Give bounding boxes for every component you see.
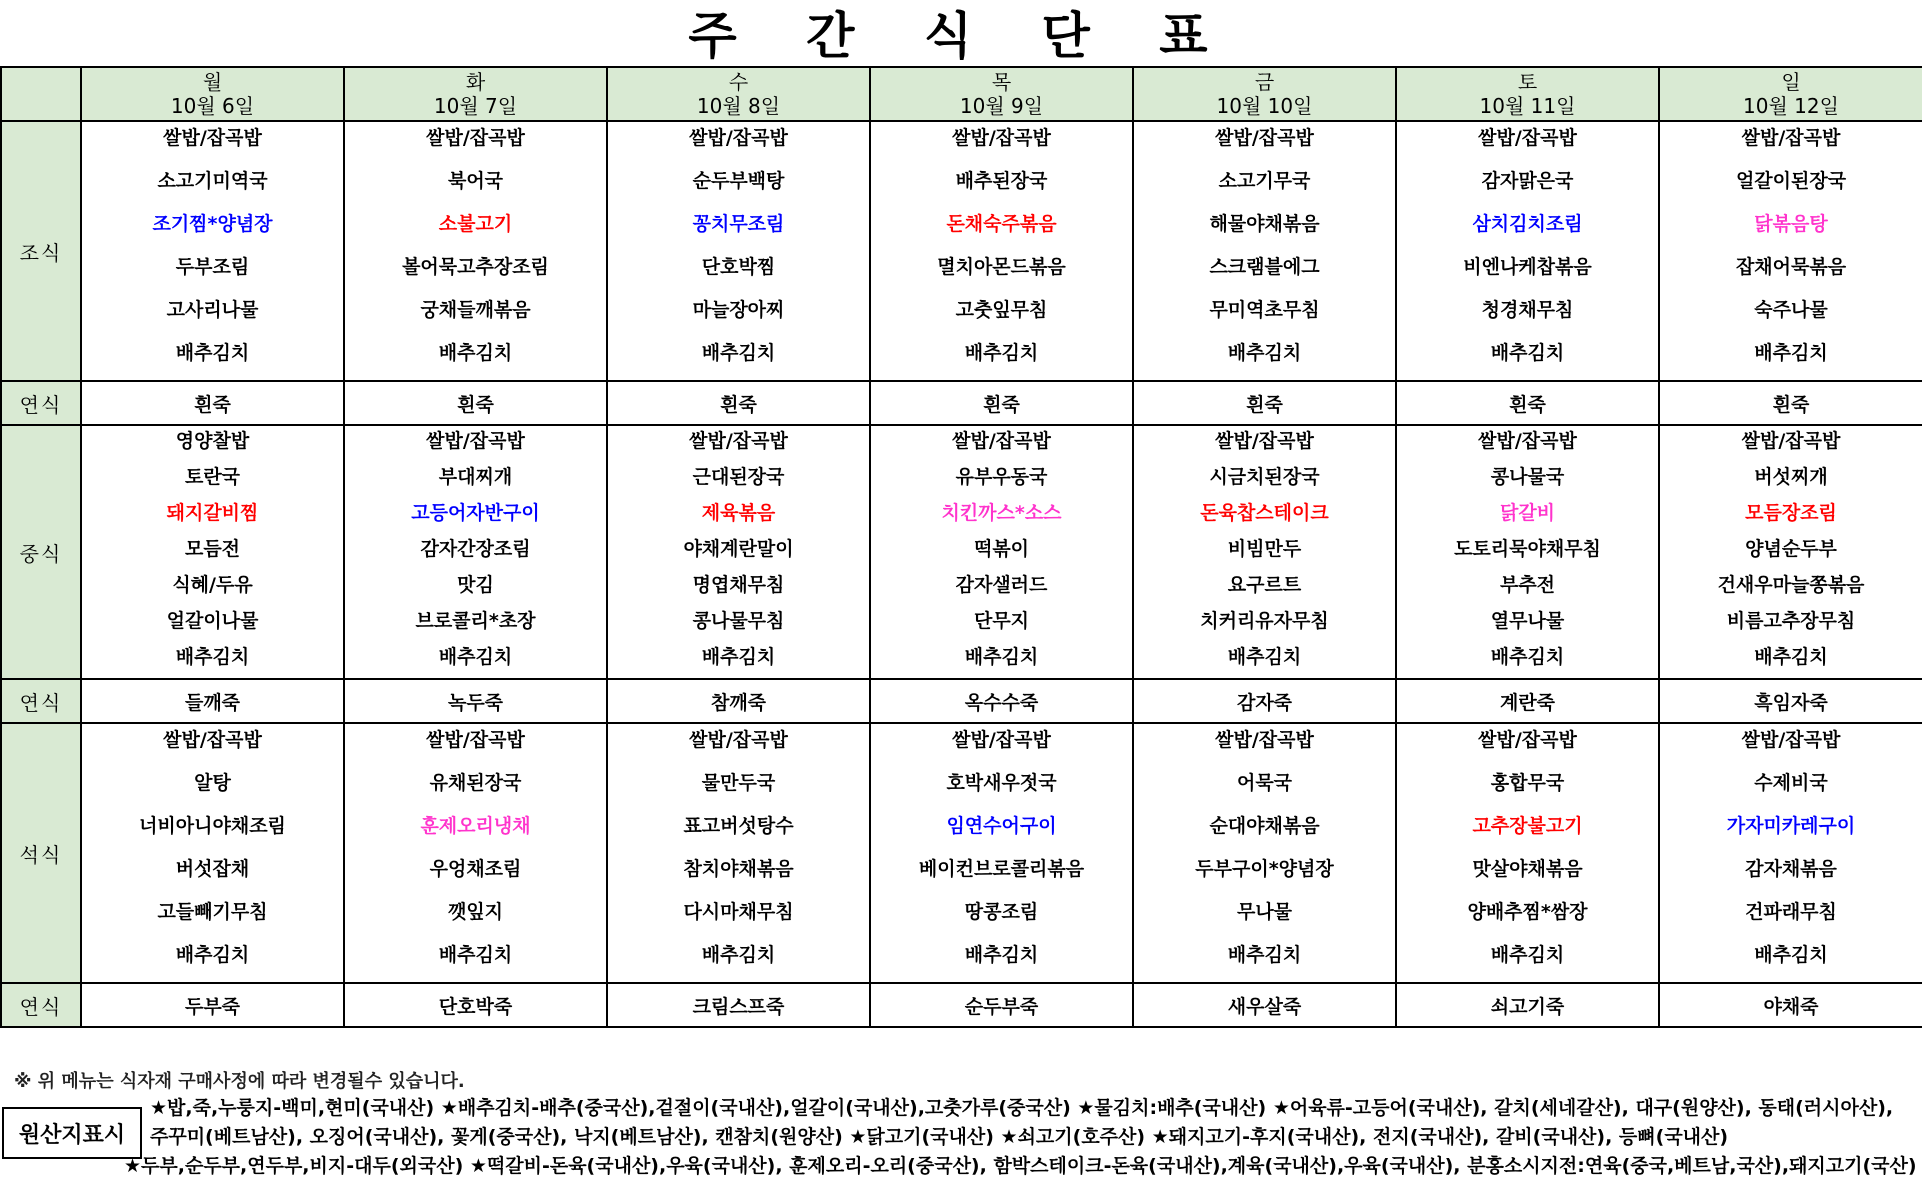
weekly-menu-table — [0, 66, 1922, 1028]
menu-item: 고들빼기무침 — [157, 901, 268, 923]
menu-item: 고추장불고기 — [1472, 815, 1583, 837]
menu-item: 베이컨브로콜리볶음 — [918, 858, 1085, 880]
menu-item: 유부우동국 — [955, 466, 1048, 488]
page-title: 주 간 식 단 표 — [688, 7, 1234, 65]
menu-item: 배추김치 — [438, 646, 513, 668]
menu-item: 감자샐러드 — [955, 574, 1048, 596]
day-date: 10월 10일 — [1216, 94, 1313, 118]
breakfast-row — [1, 121, 1922, 381]
menu-item: 훈제오리냉채 — [420, 815, 531, 837]
menu-cell — [1659, 723, 1922, 983]
menu-cell — [1133, 425, 1396, 679]
menu-item: 소불고기 — [438, 213, 513, 235]
menu-item: 쌀밥/잡곡밥 — [689, 127, 788, 149]
menu-item: 홍합무국 — [1490, 772, 1565, 794]
menu-item: 배추김치 — [438, 342, 513, 364]
menu-item: 단무지 — [973, 610, 1030, 632]
menu-item: 쌀밥/잡곡밥 — [952, 127, 1051, 149]
menu-cell — [1396, 723, 1659, 983]
day-date: 10월 12일 — [1743, 94, 1839, 118]
menu-item: 콩나물무침 — [692, 610, 785, 632]
menu-cell — [607, 723, 870, 983]
menu-item: 배추김치 — [964, 646, 1039, 668]
meal-label: 연식 — [1, 381, 81, 425]
menu-item: 볼어묵고추장조림 — [402, 256, 549, 278]
menu-item: 배추김치 — [1754, 646, 1828, 668]
menu-item: 비빔만두 — [1227, 538, 1302, 560]
menu-item: 쌀밥/잡곡밥 — [163, 729, 262, 751]
menu-item: 배추김치 — [1227, 944, 1302, 966]
menu-item: 부대찌개 — [438, 466, 513, 488]
menu-item: 배추김치 — [1754, 342, 1828, 364]
menu-cell — [1133, 121, 1396, 381]
menu-item: 알탕 — [194, 772, 231, 794]
menu-cell — [344, 425, 607, 679]
menu-item: 닭갈비 — [1499, 502, 1556, 524]
day-date: 10월 11일 — [1479, 94, 1576, 118]
menu-item: 감자간장조림 — [420, 538, 531, 560]
menu-item: 무미역초무침 — [1209, 299, 1320, 321]
menu-item: 버섯잡채 — [175, 858, 250, 880]
meal-label: 조식 — [1, 121, 81, 381]
menu-item: 배추김치 — [964, 342, 1039, 364]
menu-cell — [1659, 425, 1922, 679]
menu-item: 요구르트 — [1227, 574, 1302, 596]
menu-item: 순대야채볶음 — [1209, 815, 1320, 837]
menu-item: 소고기무국 — [1218, 170, 1311, 192]
menu-item: 참치야채볶음 — [683, 858, 794, 880]
menu-cell — [870, 121, 1133, 381]
menu-item: 배추김치 — [438, 944, 513, 966]
menu-item: 꽁치무조림 — [692, 213, 785, 235]
porridge-item: 흰죽 — [81, 381, 344, 425]
menu-item: 쌀밥/잡곡밥 — [426, 127, 525, 149]
menu-item: 양배추찜*쌈장 — [1467, 901, 1588, 923]
menu-item: 두부조림 — [175, 256, 250, 278]
menu-cell — [81, 425, 344, 679]
menu-item: 배추김치 — [1227, 342, 1302, 364]
menu-item: 쌀밥/잡곡밥 — [952, 729, 1051, 751]
menu-item: 해물야채볶음 — [1209, 213, 1320, 235]
porridge-item: 녹두죽 — [344, 679, 607, 723]
menu-item: 배추김치 — [701, 646, 776, 668]
menu-item: 쌀밥/잡곡밥 — [426, 729, 525, 751]
porridge-item: 크림스프죽 — [607, 983, 870, 1027]
day-header-row — [1, 67, 1922, 121]
menu-item: 닭볶음탕 — [1754, 213, 1828, 235]
menu-item: 마늘장아찌 — [692, 299, 785, 321]
menu-item: 임연수어구이 — [946, 815, 1057, 837]
porridge-item: 감자죽 — [1133, 679, 1396, 723]
menu-item: 떡볶이 — [973, 538, 1030, 560]
menu-item: 쌀밥/잡곡밥 — [163, 127, 262, 149]
porridge-item: 흰죽 — [344, 381, 607, 425]
porridge-item: 야채죽 — [1659, 983, 1922, 1027]
porridge-item: 단호박죽 — [344, 983, 607, 1027]
lunch-row — [1, 425, 1922, 679]
menu-item: 감자채볶음 — [1745, 858, 1837, 880]
day-name: 일 — [1781, 70, 1801, 94]
menu-cell — [1396, 425, 1659, 679]
porridge-item: 흰죽 — [1133, 381, 1396, 425]
menu-cell — [81, 723, 344, 983]
menu-cell — [1133, 723, 1396, 983]
dinner-row — [1, 723, 1922, 983]
porridge-after-lunch-row — [1, 679, 1922, 723]
day-header — [1133, 67, 1396, 121]
menu-item: 다시마채무침 — [683, 901, 794, 923]
notice-text: ※ 위 메뉴는 식자재 구매사정에 따라 변경될수 있습니다. — [14, 1071, 465, 1092]
menu-item: 감자맑은국 — [1481, 170, 1574, 192]
menu-cell — [1396, 121, 1659, 381]
porridge-item: 들깨죽 — [81, 679, 344, 723]
menu-item: 시금치된장국 — [1209, 466, 1320, 488]
menu-item: 무나물 — [1236, 901, 1293, 923]
menu-cell — [870, 425, 1133, 679]
menu-item: 비름고추장무침 — [1726, 610, 1856, 632]
menu-item: 양념순두부 — [1745, 538, 1837, 560]
menu-item: 건파래무침 — [1745, 901, 1837, 923]
menu-item: 얼갈이된장국 — [1735, 170, 1847, 192]
menu-item: 순두부백탕 — [692, 170, 785, 192]
day-header — [870, 67, 1133, 121]
meal-label: 중식 — [1, 425, 81, 679]
menu-item: 배추된장국 — [955, 170, 1048, 192]
menu-item: 맛김 — [457, 574, 494, 596]
day-name: 수 — [728, 70, 749, 94]
menu-item: 고사리나물 — [166, 299, 259, 321]
menu-item: 명엽채무침 — [692, 574, 785, 596]
day-date: 10월 9일 — [959, 94, 1044, 118]
menu-item: 돼지갈비찜 — [166, 502, 259, 524]
menu-item: 너비아니야채조림 — [139, 815, 286, 837]
menu-item: 깻잎지 — [447, 901, 504, 923]
menu-item: 치커리유자무침 — [1200, 610, 1329, 632]
menu-item: 치킨까스*소스 — [941, 502, 1062, 524]
menu-item: 쌀밥/잡곡밥 — [1215, 127, 1314, 149]
menu-item: 모듬전 — [184, 538, 241, 560]
menu-item: 잡채어묵볶음 — [1735, 256, 1847, 278]
menu-item: 쌀밥/잡곡밥 — [1741, 127, 1841, 149]
porridge-after-breakfast-row — [1, 381, 1922, 425]
menu-item: 맛살야채볶음 — [1472, 858, 1583, 880]
menu-item: 유채된장국 — [429, 772, 522, 794]
menu-item: 돈채숙주볶음 — [946, 213, 1057, 235]
menu-item: 소고기미역국 — [157, 170, 268, 192]
menu-item: 청경채무침 — [1481, 299, 1574, 321]
menu-item: 돈육찹스테이크 — [1200, 502, 1329, 524]
menu-cell — [607, 425, 870, 679]
menu-item: 배추김치 — [1490, 944, 1565, 966]
day-date: 10월 8일 — [696, 94, 781, 118]
origin-line: ★두부,순두부,연두부,비지-대두(외국산) ★떡갈비-돈육(국내산),우육(국내산), 훈제오리-오리(중국산), 함박스테이크-돈육(국내산),계육(국내산),우육(국내산), 분홍소시지전:연육(중국,베트남,국산),돼지고기(국산) — [124, 1155, 1917, 1177]
menu-body — [1, 121, 1922, 1027]
origin-line: 주꾸미(베트남산), 오징어(국내산), 꽃게(중국산), 낙지(베트남산), 캔참치(원양산) ★닭고기(국내산) ★쇠고기(호주산) ★돼지고기-후지(국내산), 전지(국내산), 갈비(국내산), 등뼈(국내산) — [150, 1126, 1729, 1148]
day-header — [1396, 67, 1659, 121]
menu-item: 배추김치 — [964, 944, 1039, 966]
menu-item: 배추김치 — [701, 944, 776, 966]
menu-item: 배추김치 — [1490, 342, 1565, 364]
day-header — [81, 67, 344, 121]
menu-item: 조기찜*양념장 — [152, 213, 273, 235]
porridge-item: 참깨죽 — [607, 679, 870, 723]
porridge-item: 새우살죽 — [1133, 983, 1396, 1027]
day-header — [344, 67, 607, 121]
meal-label: 연식 — [1, 983, 81, 1027]
porridge-after-dinner-row — [1, 983, 1922, 1027]
menu-item: 궁채들깨볶음 — [420, 299, 531, 321]
menu-item: 배추김치 — [1490, 646, 1565, 668]
day-date: 10월 6일 — [170, 94, 255, 118]
menu-item: 쌀밥/잡곡밥 — [1215, 729, 1314, 751]
menu-item: 쌀밥/잡곡밥 — [1741, 430, 1841, 452]
menu-cell — [870, 723, 1133, 983]
menu-cell — [1659, 121, 1922, 381]
menu-item: 단호박찜 — [701, 256, 776, 278]
menu-item: 영양찰밥 — [175, 430, 250, 452]
porridge-item: 흰죽 — [1659, 381, 1922, 425]
day-header — [607, 67, 870, 121]
menu-item: 물만두국 — [701, 772, 776, 794]
menu-item: 비엔나케찹볶음 — [1463, 256, 1592, 278]
menu-item: 쌀밥/잡곡밥 — [1478, 430, 1577, 452]
menu-item: 어묵국 — [1236, 772, 1293, 794]
menu-item: 쌀밥/잡곡밥 — [1215, 430, 1314, 452]
menu-item: 쌀밥/잡곡밥 — [1741, 729, 1841, 751]
menu-cell — [607, 121, 870, 381]
menu-item: 가자미카레구이 — [1726, 815, 1856, 837]
porridge-item: 흰죽 — [870, 381, 1133, 425]
menu-item: 얼갈이나물 — [166, 610, 259, 632]
menu-cell — [81, 121, 344, 381]
menu-item: 건새우마늘쫑볶음 — [1717, 574, 1865, 596]
day-name: 목 — [991, 70, 1012, 94]
menu-item: 모듬장조림 — [1745, 502, 1837, 524]
menu-item: 멸치아몬드볶음 — [937, 256, 1066, 278]
menu-item: 식혜/두유 — [172, 574, 253, 596]
menu-item: 쌀밥/잡곡밥 — [1478, 729, 1577, 751]
meal-label: 연식 — [1, 679, 81, 723]
menu-item: 도토리묵야채무침 — [1454, 538, 1601, 560]
menu-item: 배추김치 — [175, 646, 250, 668]
day-header — [1659, 67, 1922, 121]
menu-item: 콩나물국 — [1490, 466, 1565, 488]
menu-item: 고등어자반구이 — [411, 502, 540, 524]
porridge-item: 흑임자죽 — [1659, 679, 1922, 723]
menu-item: 배추김치 — [175, 944, 250, 966]
menu-item: 삼치김치조림 — [1472, 213, 1583, 235]
menu-item: 두부구이*양념장 — [1195, 858, 1334, 880]
day-date: 10월 7일 — [433, 94, 518, 118]
porridge-item: 옥수수죽 — [870, 679, 1133, 723]
day-name: 토 — [1517, 70, 1538, 94]
porridge-item: 쇠고기죽 — [1396, 983, 1659, 1027]
origin-line: ★밥,죽,누룽지-백미,현미(국내산) ★배추김치-배추(중국산),겉절이(국내산),얼갈이(국내산),고춧가루(중국산) ★물김치:배추(국내산) ★어육류-고등어(국내산), 갈치(세네갈산), 대구(원양산), 동태(러시아산), — [150, 1097, 1894, 1119]
menu-item: 근대된장국 — [692, 466, 785, 488]
menu-item: 땅콩조림 — [964, 901, 1039, 923]
menu-item: 배추김치 — [701, 342, 776, 364]
menu-item: 브로콜리*초장 — [415, 610, 536, 632]
menu-item: 배추김치 — [1227, 646, 1302, 668]
menu-item: 배추김치 — [175, 342, 250, 364]
menu-item: 토란국 — [184, 466, 241, 488]
menu-item: 우엉채조림 — [429, 858, 522, 880]
menu-item: 숙주나물 — [1754, 299, 1828, 321]
menu-item: 야채계란말이 — [683, 538, 794, 560]
menu-item: 배추김치 — [1754, 944, 1828, 966]
porridge-item: 계란죽 — [1396, 679, 1659, 723]
menu-cell — [344, 121, 607, 381]
menu-item: 버섯찌개 — [1754, 466, 1828, 488]
origin-list — [124, 1094, 1918, 1181]
menu-item: 쌀밥/잡곡밥 — [426, 430, 525, 452]
menu-item: 호박새우젓국 — [946, 772, 1057, 794]
menu-item: 북어국 — [447, 170, 504, 192]
menu-item: 제육볶음 — [701, 502, 776, 524]
day-name: 금 — [1254, 70, 1275, 94]
porridge-item: 순두부죽 — [870, 983, 1133, 1027]
menu-item: 쌀밥/잡곡밥 — [689, 430, 788, 452]
menu-item: 수제비국 — [1754, 772, 1828, 794]
menu-item: 고춧잎무침 — [955, 299, 1048, 321]
porridge-item: 흰죽 — [1396, 381, 1659, 425]
menu-cell — [344, 723, 607, 983]
menu-item: 부추전 — [1499, 574, 1556, 596]
day-name: 월 — [202, 70, 223, 94]
menu-item: 스크램블에그 — [1209, 256, 1320, 278]
menu-item: 쌀밥/잡곡밥 — [952, 430, 1051, 452]
day-name: 화 — [465, 70, 486, 94]
menu-item: 표고버섯탕수 — [683, 815, 794, 837]
meal-label: 석식 — [1, 723, 81, 983]
porridge-item: 흰죽 — [607, 381, 870, 425]
porridge-item: 두부죽 — [81, 983, 344, 1027]
menu-item: 쌀밥/잡곡밥 — [1478, 127, 1577, 149]
menu-item: 쌀밥/잡곡밥 — [689, 729, 788, 751]
menu-item: 열무나물 — [1490, 610, 1565, 632]
origin-label: 원산지표시 — [2, 1107, 142, 1159]
header-corner — [1, 67, 81, 121]
